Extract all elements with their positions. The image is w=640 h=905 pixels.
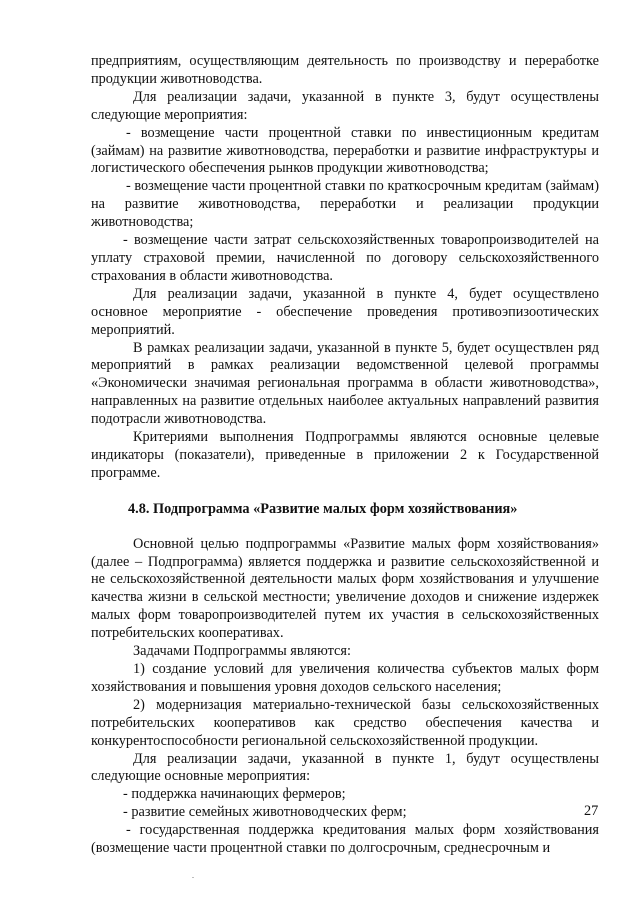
- paragraphs-after-heading: [91, 536, 599, 858]
- scan-speck: [192, 877, 194, 878]
- paragraph: Задачами Подпрограммы являются:: [133, 643, 351, 660]
- paragraph: В рамках реализации задачи, указанной в пункте 5, будет осуществлен ряд мероприятий в рамках реализации ведомственной целевой программы «Экономически значимая региональная программа в области животноводства», направленных на развитие отдельных наиболее актуальных направлений развития подотрасли животноводства.: [91, 339, 599, 428]
- list-item: 1) создание условий для увеличения количества субъектов малых форм хозяйствования и повышения уровня доходов сельского населения;: [91, 661, 599, 695]
- paragraph: Для реализации задачи, указанной в пункте 1, будут осуществлены следующие основные мероприятия:: [91, 750, 599, 785]
- section-heading: 4.8. Подпрограмма «Развитие малых форм хозяйствования»: [128, 500, 518, 517]
- spacer: [91, 483, 599, 501]
- paragraph: предприятиям, осуществляющим деятельность по производству и переработке продукции животноводства.: [91, 53, 599, 87]
- paragraph: Для реализации задачи, указанной в пункте 4, будет осуществлено основное мероприятие - обеспечение проведения противоэпизоотических мероприятий.: [91, 285, 599, 338]
- list-item: - развитие семейных животноводческих ферм;: [123, 804, 407, 821]
- list-item: - государственная поддержка кредитования малых форм хозяйствования (возмещение части процентной ставки по долгосрочным, среднесрочным и: [91, 822, 599, 857]
- page-number: 27: [584, 803, 599, 819]
- list-item: - поддержка начинающих фермеров;: [123, 786, 346, 803]
- paragraph: Основной целью подпрограммы «Развитие малых форм хозяйствования» (далее – Подпрограмма) является поддержка и развитие сельскохозяйственной и не сельскохозяйственной деятельности малых форм хозяйствования и улучшение качества жизни в сельской местности; увеличение доходов и снижение издержек малых форм товаропроизводителей путем их участия в сельскохозяйственных потребительских кооперативах.: [91, 535, 599, 642]
- paragraph: Для реализации задачи, указанной в пункте 3, будут осуществлены следующие мероприятия:: [91, 88, 599, 123]
- paragraph: Критериями выполнения Подпрограммы являются основные целевые индикаторы (показатели), приведенные в приложении 2 к Государственной программе.: [91, 429, 599, 481]
- paragraphs-before-heading: [91, 53, 599, 483]
- list-item: - возмещение части затрат сельскохозяйственных товаропроизводителей на уплату страховой премии, начисленной по договору сельскохозяйственного страхования в области животноводства.: [91, 232, 599, 284]
- list-item: 2) модернизация материально-технической базы сельскохозяйственных потребительских кооперативов как средство обеспечения качества и конкурентоспособности региональной сельскохозяйственной продукции.: [91, 696, 599, 749]
- list-item: - возмещение части процентной ставки по краткосрочным кредитам (займам) на развитие животноводства, переработки и реализации продукции животноводства;: [91, 178, 599, 231]
- page-content: [91, 53, 599, 858]
- list-item: - возмещение части процентной ставки по инвестиционным кредитам (займам) на развитие животноводства, переработки и развитие инфраструктуры и логистического обеспечения рынков продукции животноводства;: [91, 124, 599, 177]
- spacer: [91, 519, 599, 536]
